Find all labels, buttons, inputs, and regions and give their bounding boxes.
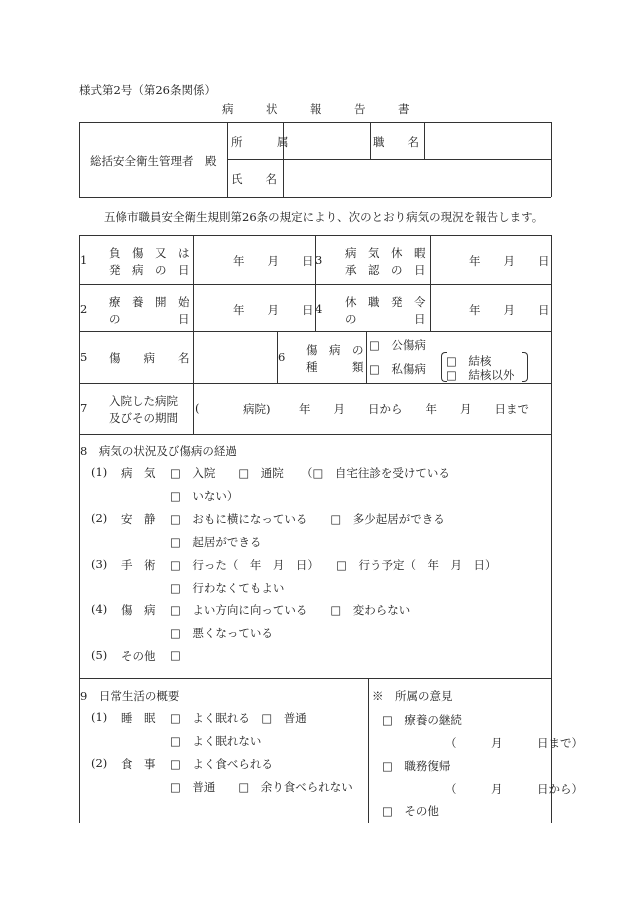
sick-leave-label-2: 承 認 の 日 xyxy=(345,263,426,277)
surgery-options[interactable]: □ 行った（ 年 月 日） □ 行う予定（ 年 月 日） xyxy=(170,558,497,572)
list-item-label: 傷 病 xyxy=(121,603,156,617)
injury-onset-date[interactable]: 年 月 日 xyxy=(233,254,314,268)
list-item-label: 食 事 xyxy=(121,757,156,771)
tuberculosis-checkbox[interactable]: □ 結核 xyxy=(446,354,492,368)
section9-heading: 9 日常生活の概要 xyxy=(80,689,180,703)
leave-order-label-2: の 日 xyxy=(345,312,426,326)
sleep-options-2[interactable]: □ よく眠れない xyxy=(170,734,262,748)
progress-options[interactable]: □ よい方向に向っている □ 変わらない xyxy=(170,603,411,617)
surgery-options-2[interactable]: □ 行わなくてもよい xyxy=(170,581,285,595)
continue-treatment-checkbox[interactable]: □ 療養の継続 xyxy=(382,713,462,727)
title-char: 報 xyxy=(310,102,322,116)
position-input[interactable] xyxy=(426,124,549,157)
list-item-number: (2) xyxy=(91,511,108,525)
public-injury-checkbox[interactable]: □ 公傷病 xyxy=(369,338,426,352)
list-item-number: (4) xyxy=(91,602,108,616)
leave-order-label: 休 職 発 令 xyxy=(345,295,426,309)
disease-name-label: 傷 病 名 xyxy=(109,351,190,365)
hospital-period[interactable]: 年 月 日から 年 月 日まで xyxy=(299,402,529,416)
section8-heading: 8 病気の状況及び傷病の経過 xyxy=(80,444,237,458)
illness-options-2[interactable]: □ いない） xyxy=(170,489,239,503)
opinion-heading: ※ 所属の意見 xyxy=(372,689,453,703)
name-input[interactable] xyxy=(285,161,549,195)
title-char: 病 xyxy=(222,102,234,116)
list-item-number: (2) xyxy=(91,756,108,770)
rest-options-2[interactable]: □ 起居ができる xyxy=(170,535,262,549)
list-item-label: 安 静 xyxy=(121,512,156,526)
sleep-options[interactable]: □ よく眠れる □ 普通 xyxy=(170,711,307,725)
continue-until[interactable]: （ 月 日まで） xyxy=(445,736,583,750)
sick-leave-date[interactable]: 年 月 日 xyxy=(469,254,550,268)
list-item-label: 手 術 xyxy=(121,558,156,572)
rest-options[interactable]: □ おもに横になっている □ 多少起居ができる xyxy=(170,512,445,526)
name-label: 氏 名 xyxy=(231,172,277,186)
list-item-number: (1) xyxy=(91,465,108,479)
treatment-start-label: 療 養 開 始 xyxy=(109,295,190,309)
item-number: 7 xyxy=(80,401,88,415)
illness-options[interactable]: □ 入院 □ 通院 （□ 自宅往診を受けている xyxy=(170,466,450,480)
item-number: 6 xyxy=(278,350,286,364)
title-char: 告 xyxy=(354,102,366,116)
affiliation-input[interactable] xyxy=(285,124,368,157)
other-checkbox[interactable]: □ xyxy=(170,648,181,662)
hospital-label-2: 及びその期間 xyxy=(109,411,178,425)
list-item-number: (3) xyxy=(91,557,108,571)
meal-options[interactable]: □ よく食べられる xyxy=(170,757,273,771)
injury-onset-label: 負 傷 又 は xyxy=(109,246,190,260)
leave-order-date[interactable]: 年 月 日 xyxy=(469,303,550,317)
bracket-right xyxy=(522,352,528,382)
hospital-label: 入院した病院 xyxy=(109,394,178,408)
item-number: 4 xyxy=(315,302,323,316)
meal-options-2[interactable]: □ 普通 □ 余り食べられない xyxy=(170,780,353,794)
hospital-name[interactable]: 病院) xyxy=(243,402,271,416)
item-number: 3 xyxy=(315,253,323,267)
treatment-start-date[interactable]: 年 月 日 xyxy=(233,303,314,317)
affiliation-label: 所 属 xyxy=(231,135,289,149)
return-to-work-checkbox[interactable]: □ 職務復帰 xyxy=(382,759,451,773)
disease-type-label-2: 種 類 xyxy=(306,360,364,374)
list-item-label: 病 気 xyxy=(121,466,156,480)
list-item-number: (1) xyxy=(91,710,108,724)
return-from[interactable]: （ 月 日から） xyxy=(445,782,583,796)
non-tuberculosis-checkbox[interactable]: □ 結核以外 xyxy=(446,368,515,382)
title-char: 書 xyxy=(398,102,410,116)
item-number: 2 xyxy=(80,302,88,316)
treatment-start-label-2: の 日 xyxy=(109,312,190,326)
progress-options-2[interactable]: □ 悪くなっている xyxy=(170,626,273,640)
list-item-number: (5) xyxy=(91,648,108,662)
list-item-label: 睡 眠 xyxy=(121,711,156,725)
addressee-to: 総括安全衛生管理者 殿 xyxy=(90,154,217,168)
item-number: 1 xyxy=(80,253,88,267)
position-label: 職 名 xyxy=(373,135,419,149)
item-number: 5 xyxy=(80,350,88,364)
sick-leave-label: 病 気 休 暇 xyxy=(345,246,426,260)
opinion-other-checkbox[interactable]: □ その他 xyxy=(382,804,439,818)
form-number: 様式第2号（第26条関係） xyxy=(79,83,216,97)
list-item-label: その他 xyxy=(121,649,156,663)
injury-onset-label-2: 発 病 の 日 xyxy=(109,263,190,277)
disease-type-label: 傷 病 の xyxy=(306,343,364,357)
title-char: 状 xyxy=(266,102,278,116)
hospital-paren: ( xyxy=(195,401,200,415)
disease-name-input[interactable] xyxy=(195,333,275,381)
private-injury-checkbox[interactable]: □ 私傷病 xyxy=(369,362,426,376)
intro-text: 五條市職員安全衛生規則第26条の規定により、次のとおり病気の現況を報告します。 xyxy=(104,210,544,224)
